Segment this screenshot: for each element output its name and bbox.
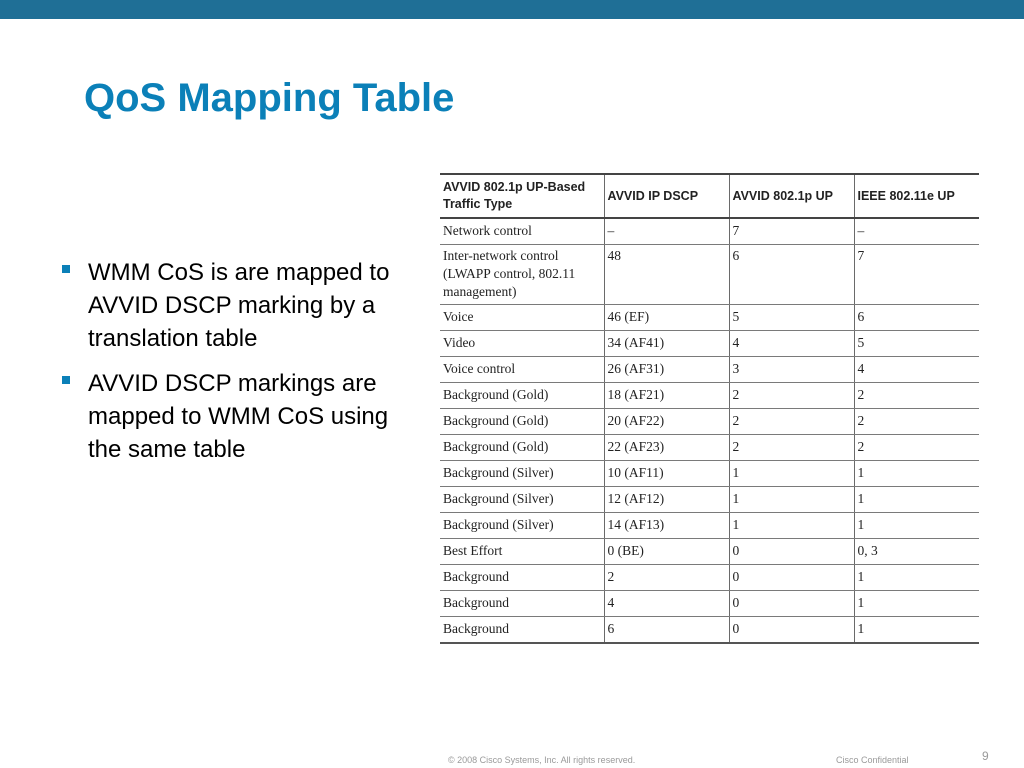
table-cell: Video	[440, 331, 604, 357]
table-cell: 5	[729, 305, 854, 331]
table-row	[440, 539, 979, 565]
table-cell: 2	[854, 435, 979, 461]
table-cell: Inter-network control (LWAPP control, 802.11 management)	[440, 245, 604, 305]
column-header: AVVID 802.1p UP-Based Traffic Type	[440, 174, 604, 218]
table-cell: 6	[729, 245, 854, 305]
table-row	[440, 487, 979, 513]
table-cell: Background (Gold)	[440, 383, 604, 409]
table-cell: 1	[729, 513, 854, 539]
table-cell: 0	[729, 617, 854, 644]
table-cell: 46 (EF)	[604, 305, 729, 331]
table-cell: 2	[854, 409, 979, 435]
table-row	[440, 383, 979, 409]
table-cell: 48	[604, 245, 729, 305]
table-row	[440, 435, 979, 461]
slide-title: QoS Mapping Table	[84, 76, 455, 120]
table-cell: 4	[604, 591, 729, 617]
table-cell: 0	[729, 539, 854, 565]
table-cell: 10 (AF11)	[604, 461, 729, 487]
table-row	[440, 565, 979, 591]
table-cell: 26 (AF31)	[604, 357, 729, 383]
bullet-item	[62, 367, 412, 466]
table-cell: Background (Silver)	[440, 513, 604, 539]
table-cell: 2	[729, 383, 854, 409]
table-cell: 1	[729, 461, 854, 487]
column-header: AVVID 802.1p UP	[729, 174, 854, 218]
table-cell: 0, 3	[854, 539, 979, 565]
table-row	[440, 331, 979, 357]
table-cell: 1	[729, 487, 854, 513]
square-bullet-icon	[62, 265, 70, 273]
table-cell: Background (Gold)	[440, 435, 604, 461]
table-cell: 12 (AF12)	[604, 487, 729, 513]
table-cell: Background (Silver)	[440, 487, 604, 513]
table-row	[440, 461, 979, 487]
table-cell: Background	[440, 617, 604, 644]
table-cell: Best Effort	[440, 539, 604, 565]
table-cell: 0 (BE)	[604, 539, 729, 565]
table-cell: Background (Silver)	[440, 461, 604, 487]
table-cell: 2	[854, 383, 979, 409]
table-row	[440, 305, 979, 331]
table-cell: 4	[729, 331, 854, 357]
square-bullet-icon	[62, 376, 70, 384]
table-cell: –	[854, 218, 979, 245]
table-cell: 0	[729, 591, 854, 617]
table-row	[440, 409, 979, 435]
bullet-text: WMM CoS is are mapped to AVVID DSCP marking by a translation table	[88, 259, 390, 352]
table-cell: 6	[854, 305, 979, 331]
table-row	[440, 218, 979, 245]
top-banner	[0, 0, 1024, 19]
table-cell: Background	[440, 565, 604, 591]
table-cell: 14 (AF13)	[604, 513, 729, 539]
table-cell: 0	[729, 565, 854, 591]
table-cell: 34 (AF41)	[604, 331, 729, 357]
table-cell: 7	[854, 245, 979, 305]
table-row	[440, 245, 979, 305]
table-cell: 22 (AF23)	[604, 435, 729, 461]
table-cell: 2	[729, 435, 854, 461]
qos-mapping-table	[440, 173, 979, 644]
table-cell: 6	[604, 617, 729, 644]
column-header: IEEE 802.11e UP	[854, 174, 979, 218]
table-row	[440, 357, 979, 383]
table-cell: 18 (AF21)	[604, 383, 729, 409]
footer-copyright: © 2008 Cisco Systems, Inc. All rights reserved.	[448, 755, 636, 765]
bullet-text: AVVID DSCP markings are mapped to WMM CoS using the same table	[88, 370, 389, 463]
table-cell: Voice	[440, 305, 604, 331]
bullet-item	[62, 256, 412, 355]
table-row	[440, 591, 979, 617]
column-header: AVVID IP DSCP	[604, 174, 729, 218]
table-header-row	[440, 174, 979, 218]
table-cell: 1	[854, 513, 979, 539]
footer-confidential: Cisco Confidential	[836, 755, 909, 765]
table-cell: Background	[440, 591, 604, 617]
table-cell: 1	[854, 591, 979, 617]
table-cell: Network control	[440, 218, 604, 245]
table-cell: 7	[729, 218, 854, 245]
table-cell: 1	[854, 487, 979, 513]
table-cell: 4	[854, 357, 979, 383]
table-row	[440, 513, 979, 539]
table-cell: Background (Gold)	[440, 409, 604, 435]
table-cell: 2	[604, 565, 729, 591]
table-row	[440, 617, 979, 644]
table-cell: 20 (AF22)	[604, 409, 729, 435]
table-cell: 3	[729, 357, 854, 383]
table-cell: 2	[729, 409, 854, 435]
table-cell: 1	[854, 565, 979, 591]
table-cell: 5	[854, 331, 979, 357]
table-cell: 1	[854, 461, 979, 487]
table-cell: 1	[854, 617, 979, 644]
bullet-list	[62, 256, 412, 478]
page-number: 9	[982, 749, 989, 763]
table-cell: Voice control	[440, 357, 604, 383]
table-cell: –	[604, 218, 729, 245]
